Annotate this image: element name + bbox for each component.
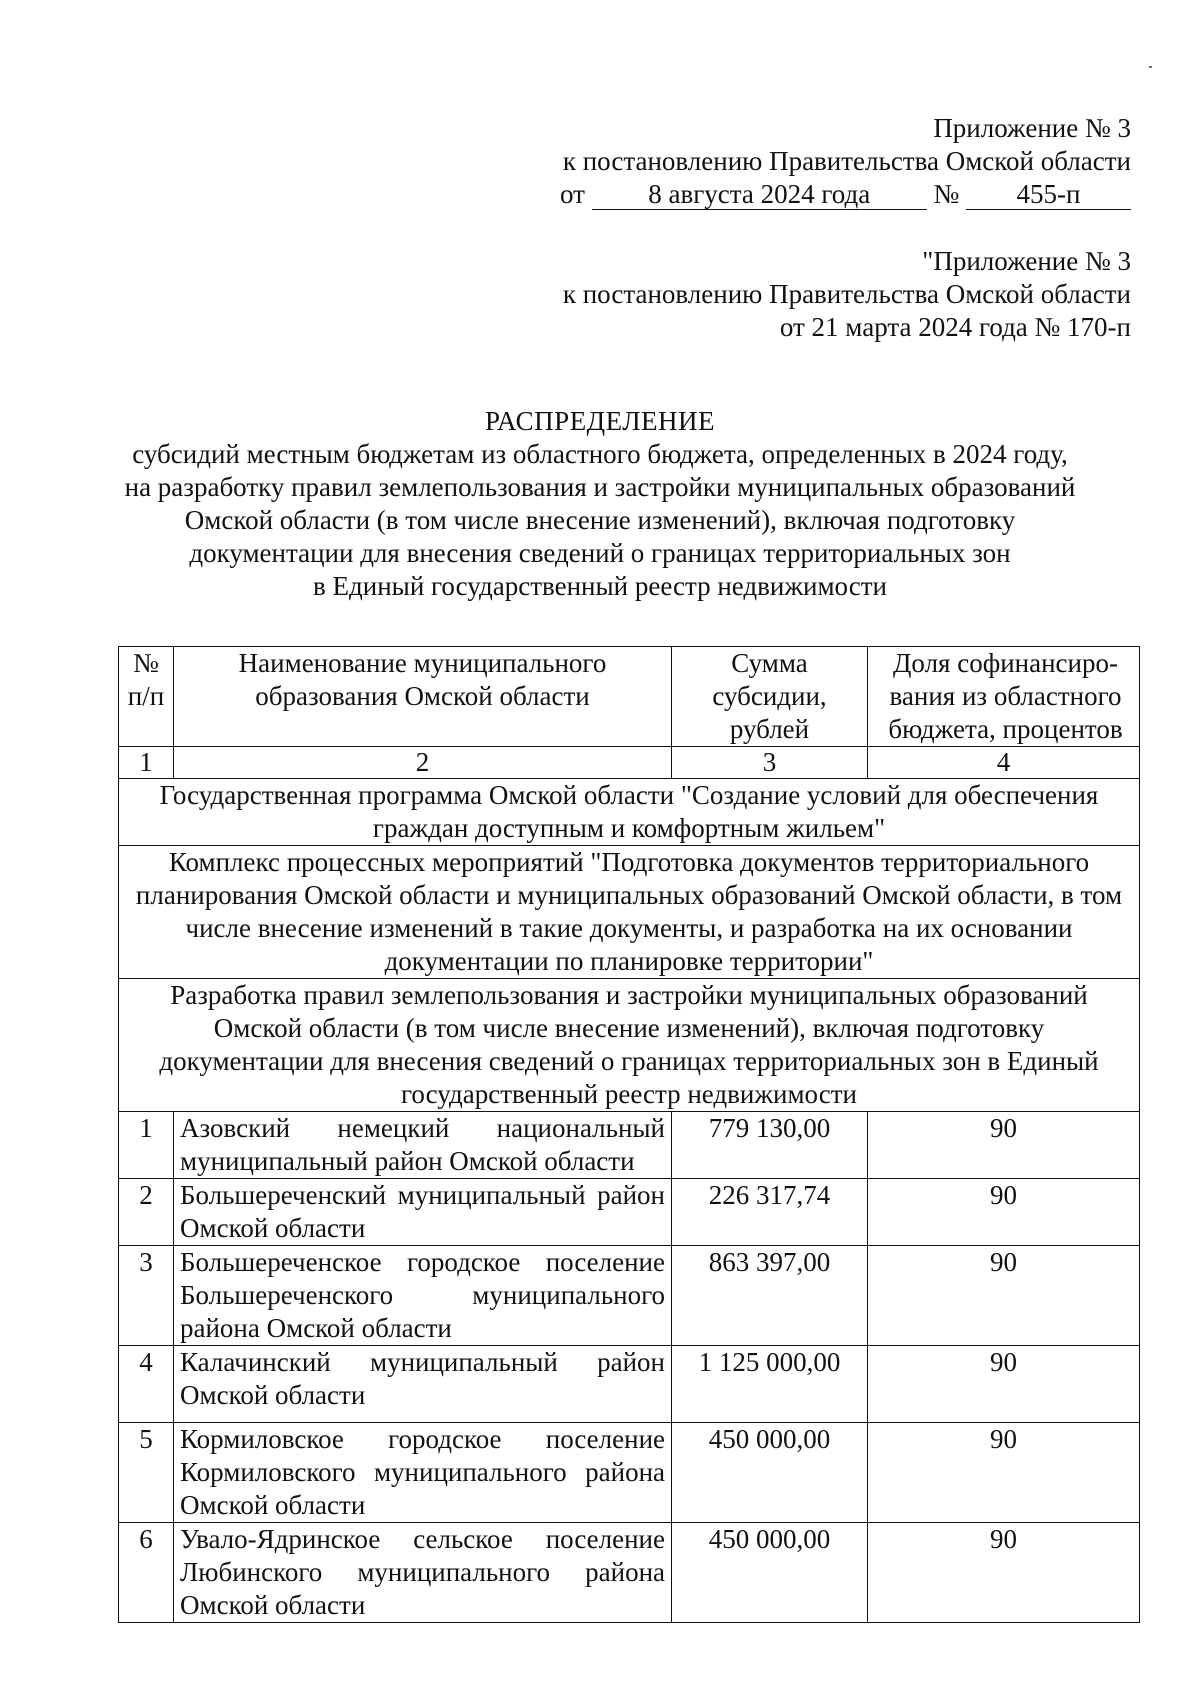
number-label: № [933,179,960,209]
title-line-4: документации для внесения сведений о границах территориальных зон [189,538,1011,568]
table-row [119,1346,1140,1423]
complex-title: Комплекс процессных мероприятий "Подготовка документов территориального планирования Омской области и муниципальных образований Омской области, в том числе внесение изменений в такие документы, и разработка на их основании документации по планировке территории" [119,846,1140,979]
column-index-row [119,747,1140,779]
row-number: 4 [119,1346,174,1423]
subsidy-sum: 779 130,00 [672,1112,868,1179]
appendix-header [560,112,1131,211]
row-number: 5 [119,1423,174,1523]
col-index-4: 4 [868,747,1140,779]
row-number: 2 [119,1179,174,1246]
municipality-name: Кормиловское городское поселение Кормиловского муниципального района Омской области [174,1423,672,1523]
document-title [0,405,1200,603]
table-row [119,1246,1140,1346]
municipality-name: Калачинский муниципальный район Омской области [174,1346,672,1423]
table-row [119,1112,1140,1179]
program-title: Государственная программа Омской области "Создание условий для обеспечения граждан доступным и комфортным жильем" [119,779,1140,846]
subsidy-sum: 450 000,00 [672,1423,868,1523]
cofinancing-share: 90 [868,1246,1140,1346]
table-header-row [119,647,1140,747]
cofinancing-share: 90 [868,1523,1140,1623]
table-row [119,1423,1140,1523]
table-row [119,1179,1140,1246]
row-number: 1 [119,1112,174,1179]
col-index-1: 1 [119,747,174,779]
cofinancing-share: 90 [868,1423,1140,1523]
scan-speck [1149,66,1152,68]
activity-row [119,979,1140,1112]
complex-row [119,846,1140,979]
col-header-name: Наименование муниципального образования Омской области [174,647,672,747]
resolution-date-line [560,178,1131,211]
resolution-number: 455-п [966,179,1131,210]
original-resolution-date: от 21 марта 2024 года № 170-п [779,312,1131,342]
subsidy-sum: 450 000,00 [672,1523,868,1623]
original-appendix-header [563,245,1131,344]
original-resolution-reference: к постановлению Правительства Омской области [562,279,1131,309]
from-label: от [560,179,585,209]
title-line-1: субсидий местным бюджетам из областного бюджета, определенных в 2024 году, [132,439,1068,469]
row-number: 3 [119,1246,174,1346]
subsidy-sum: 863 397,00 [672,1246,868,1346]
subsidy-table [118,646,1140,1623]
row-number: 6 [119,1523,174,1623]
municipality-name: Азовский немецкий национальный муниципальный район Омской области [174,1112,672,1179]
resolution-reference: к постановлению Правительства Омской области [562,146,1131,176]
subsidy-sum: 1 125 000,00 [672,1346,868,1423]
col-header-share: Доля софинансиро-вания из областного бюджета, процентов [868,647,1140,747]
municipality-name: Увало-Ядринское сельское поселение Любинского муниципального района Омской области [174,1523,672,1623]
title-line-5: в Единый государственный реестр недвижимости [313,571,887,601]
activity-title: Разработка правил землепользования и застройки муниципальных образований Омской области (в том числе внесение изменений), включая подготовку документации для внесения сведений о границах территориальных зон в Единый государственный реестр недвижимости [119,979,1140,1112]
title-main: РАСПРЕДЕЛЕНИЕ [484,406,716,436]
table-row [119,1523,1140,1623]
cofinancing-share: 90 [868,1112,1140,1179]
original-appendix-number: "Приложение № 3 [922,246,1131,276]
title-line-2: на разработку правил землепользования и застройки муниципальных образований [124,472,1076,502]
municipality-name: Большереченское городское поселение Большереченского муниципального района Омской области [174,1246,672,1346]
col-index-2: 2 [174,747,672,779]
col-header-number: № п/п [119,647,174,747]
cofinancing-share: 90 [868,1346,1140,1423]
appendix-number: Приложение № 3 [933,113,1131,143]
subsidy-sum: 226 317,74 [672,1179,868,1246]
resolution-date: 8 августа 2024 года [592,179,927,210]
program-row [119,779,1140,846]
col-header-sum: Сумма субсидии, рублей [672,647,868,747]
municipality-name: Большереченский муниципальный район Омской области [174,1179,672,1246]
cofinancing-share: 90 [868,1179,1140,1246]
title-line-3: Омской области (в том числе внесение изменений), включая подготовку [184,505,1016,535]
col-index-3: 3 [672,747,868,779]
